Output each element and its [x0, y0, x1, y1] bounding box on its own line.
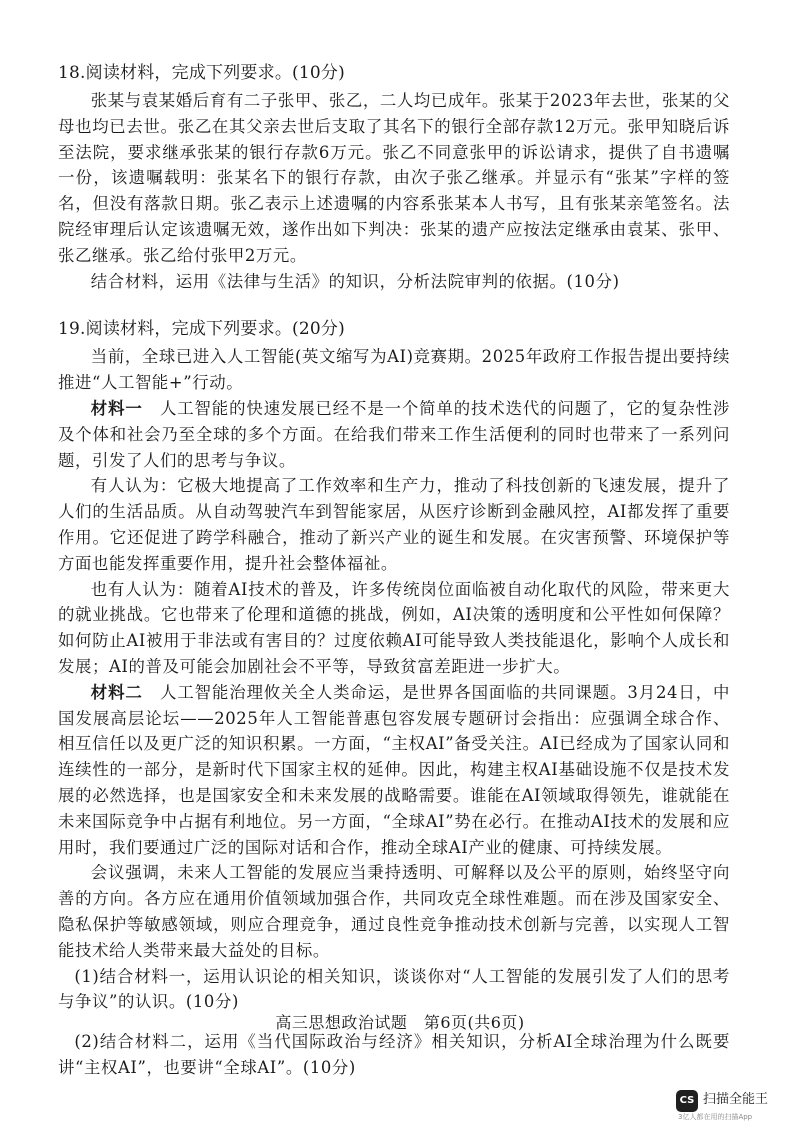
- material-1-view-a: 有人认为：它极大地提高了工作效率和生产力，推动了科技创新的飞速发展，提升了人们的生活品质。从自动驾驶汽车到智能家居，从医疗诊断到金融风控，AI都发挥了重要作用。它还促进了跨学科融合，推动了新兴产业的诞生和发展。在灾害预警、环境保护等方面也能发挥重要作用，提升社会整体福祉。: [58, 476, 730, 573]
- material-1-paragraph: [58, 396, 730, 473]
- material-2-label: 材料二: [90, 682, 143, 702]
- question-19-intro: 当前，全球已进入人工智能(英文缩写为AI)竞赛期。2025年政府工作报告提出要持续推进“人工智能+”行动。: [58, 347, 730, 393]
- watermark-app-name: 扫描全能王: [703, 1092, 769, 1107]
- material-2-paragraph: [58, 680, 730, 861]
- question-18-heading: 18.阅读材料，完成下列要求。(10分): [58, 63, 345, 83]
- question-19-task-1: (1)结合材料一，运用认识论的相关知识，谈谈你对“人工智能的发展引发了人们的思考与争议”的认识。(10分): [58, 966, 730, 1012]
- page-content: [58, 60, 730, 1081]
- question-19-task-2: (2)结合材料二，运用《当代国际政治与经济》相关知识，分析AI全球治理为什么既要讲“主权AI”，也要讲“全球AI”。(10分): [58, 1032, 730, 1077]
- material-1-text: 人工智能的快速发展已经不是一个简单的技术迭代的问题了，它的复杂性涉及个体和社会乃至全球的多个方面。在给我们带来工作生活便利的同时也带来了一系列问题，引发了人们的思考与争议。: [58, 398, 730, 470]
- material-1-view-b: 也有人认为：随着AI技术的普及，许多传统岗位面临被自动化取代的风险，带来更大的就业挑战。它也带来了伦理和道德的挑战，例如，AI决策的透明度和公平性如何保障？如何防止AI被用于非法或有害目的？过度依赖AI可能导致人类技能退化，影响个人成长和发展；AI的普及可能会加剧社会不平等，导致贫富差距进一步扩大。: [58, 579, 730, 676]
- question-19-heading: 19.阅读材料，完成下列要求。(20分): [58, 319, 345, 340]
- material-2-conference: 会议强调，未来人工智能的发展应当秉持透明、可解释以及公平的原则，始终坚守向善的方向。各方应在通用价值领域加强合作，共同攻克全球性难题。而在涉及国家安全、隐私保护等敏感领域，则应合理竞争，通过良性竞争推动技术创新与完善，以实现人工智能技术给人类带来最大益处的目标。: [58, 863, 730, 960]
- material-2-text: 人工智能治理攸关全人类命运，是世界各国面临的共同课题。3月24日，中国发展高层论坛——2025年人工智能普惠包容发展专题研讨会指出：应强调全球合作、相互信任以及更广泛的知识积累。一方面，“主权AI”备受关注。AI已经成为了国家认同和连续性的一部分，是新时代下国家主权的延伸。因此，构建主权AI基础设施不仅是技术发展的必然选择，也是国家安全和未来发展的战略需要。谁能在AI领域取得领先，谁就能在未来国际竞争中占据有利地位。另一方面，“全球AI”势在必行。在推动AI技术的发展和应用时，我们要通过广泛的国际对话和合作，推动全球AI产业的健康、可持续发展。: [58, 682, 730, 857]
- question-18-task: 结合材料，运用《法律与生活》的知识，分析法院审判的依据。(10分): [90, 271, 620, 291]
- page-footer: 高三思想政治试题 第6页(共6页): [275, 1013, 525, 1032]
- material-1-label: 材料一: [90, 398, 143, 418]
- question-18-material: 张某与袁某婚后育有二子张甲、张乙，二人均已成年。张某于2023年去世，张某的父母也均已去世。张乙在其父亲去世后支取了其名下的银行全部存款12万元。张甲知晓后诉至法院，要求继承张某的银行存款6万元。张乙不同意张甲的诉讼请求，提供了自书遗嘱一份，该遗嘱载明：张某名下的银行存款，由次子张乙继承。并显示有“张某”字样的签名，但没有落款日期。张乙表示上述遗嘱的内容系张某本人书写，且有张某亲笔签名。法院经审理后认定该遗嘱无效，遂作出如下判决：张某的遗产应按法定继承由袁某、张甲、张乙继承。张乙给付张甲2万元。: [58, 91, 730, 265]
- camscanner-logo-icon: CS: [676, 1090, 698, 1112]
- scanner-watermark: [676, 1088, 786, 1122]
- watermark-tagline: 3亿人都在用的扫描App: [678, 1113, 753, 1121]
